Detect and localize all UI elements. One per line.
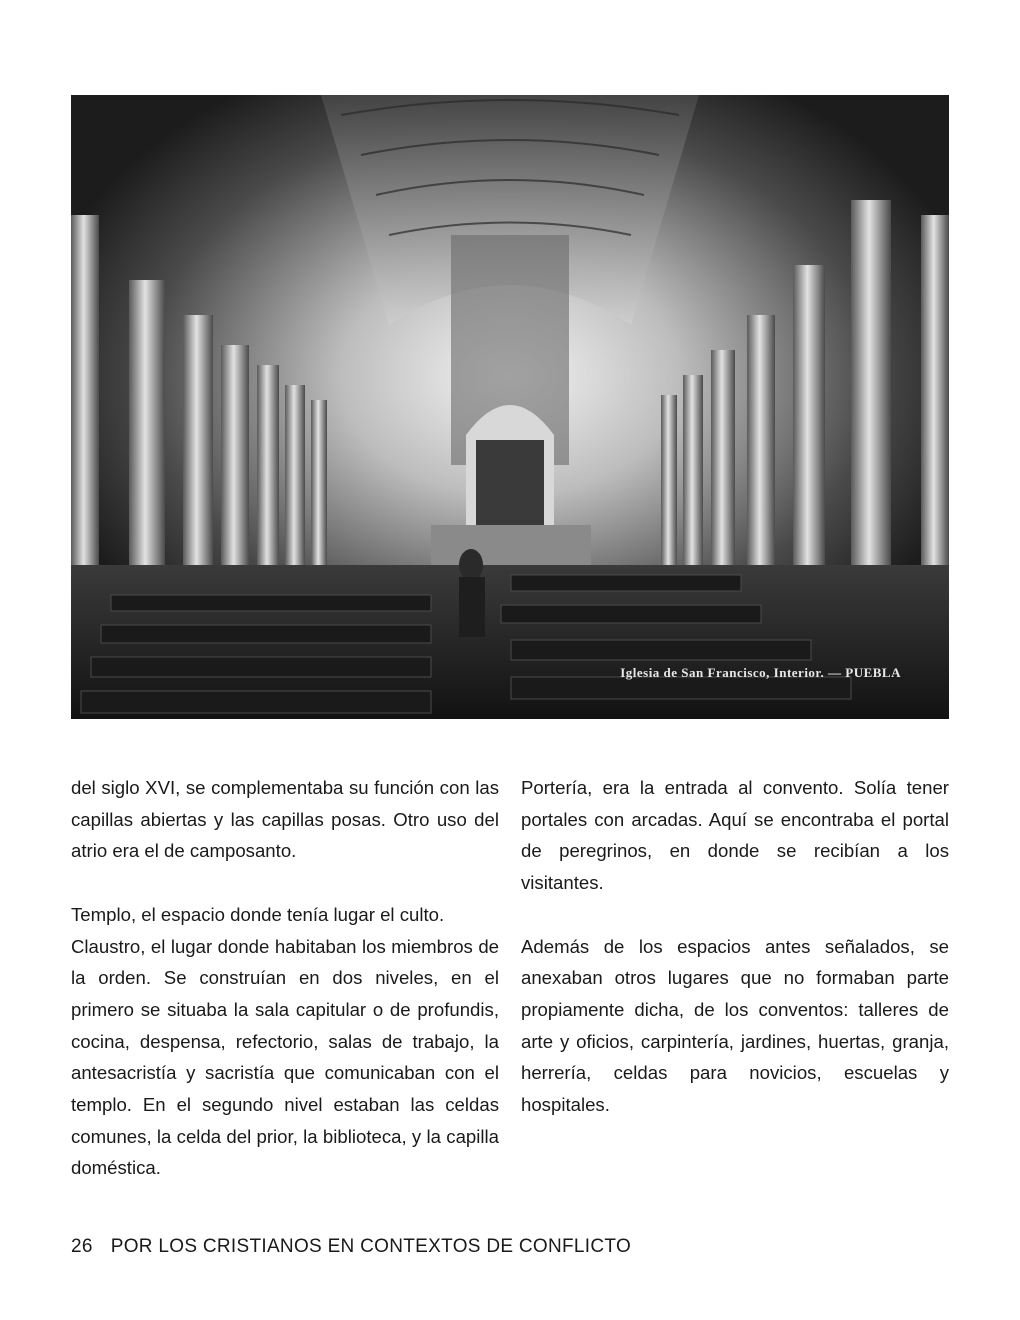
right-paragraph-2: Además de los espacios antes señalados, se anexaban otros lugares que no formaban parte propiamente dicha, de los conventos: talleres de arte y oficios, carpintería, jardines, huertas, granja, herrería, celdas para novicios, escuelas y hospitales. — [521, 935, 949, 1116]
left-paragraph-3: Claustro, el lugar donde habitaban los miembros de la orden. Se construían en dos niveles, en el primero se situaba la sala capitular o de profundis, cocina, despensa, refectorio, salas de trabajo, la antesacristía y sacristía que comunicaban con el templo. En el segundo nivel estaban las celdas comunes, la celda del prior, la biblioteca, y la capilla doméstica. — [71, 935, 499, 1179]
page-footer — [71, 1236, 631, 1258]
right-column — [521, 772, 949, 1121]
church-interior-photo — [71, 95, 949, 719]
photo-caption: Iglesia de San Francisco, Interior. — PUEBLA — [620, 665, 901, 680]
right-paragraph-1: Portería, era la entrada al convento. Solía tener portales con arcadas. Aquí se encontraba el portal de peregrinos, en donde se recibían a los visitantes. — [521, 777, 949, 894]
left-paragraph-1: del siglo XVI, se complementaba su función con las capillas abiertas y las capillas posas. Otro uso del atrio era el de camposanto. — [71, 777, 499, 862]
church-interior-illustration — [71, 95, 949, 719]
page-number: 26 — [71, 1236, 93, 1257]
left-column — [71, 772, 499, 1184]
left-paragraph-2: Templo, el espacio donde tenía lugar el culto. — [71, 903, 445, 925]
running-title: POR LOS CRISTIANOS EN CONTEXTOS DE CONFLICTO — [110, 1236, 632, 1257]
